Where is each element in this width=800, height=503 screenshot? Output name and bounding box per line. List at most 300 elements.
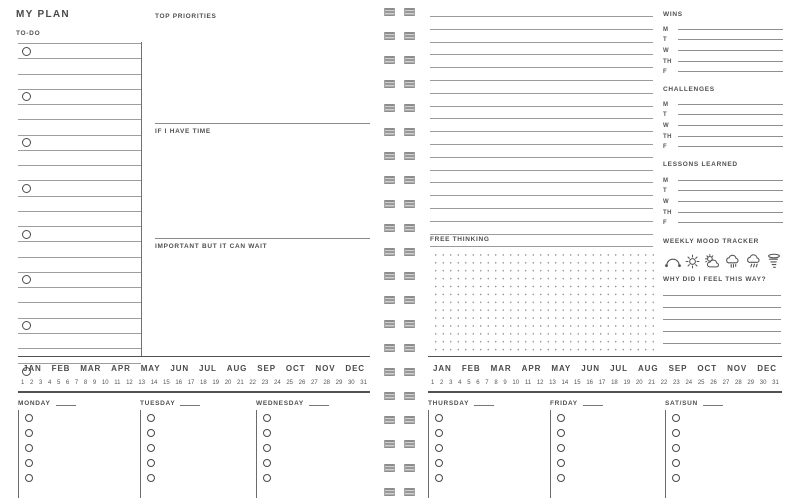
month-label: JUN bbox=[581, 363, 600, 373]
date-label: 13 bbox=[549, 379, 556, 386]
note-line bbox=[430, 42, 653, 55]
note-line bbox=[430, 118, 653, 131]
day-checkbox-circle bbox=[25, 429, 33, 437]
binding-hole bbox=[384, 368, 395, 376]
day-column-body bbox=[140, 410, 252, 498]
date-label: 15 bbox=[163, 379, 170, 386]
date-label: 25 bbox=[697, 379, 705, 386]
day-name-label: SAT/SUN bbox=[665, 400, 698, 407]
date-label: 24 bbox=[274, 379, 281, 386]
date-label: 8 bbox=[494, 379, 498, 386]
weekday-row bbox=[663, 117, 783, 128]
day-checkbox-circle bbox=[435, 429, 443, 437]
day-name-label: THURSDAY bbox=[428, 400, 470, 407]
day-checkbox-circle bbox=[672, 474, 680, 482]
binding-hole bbox=[404, 320, 415, 328]
wins-label: WINS bbox=[663, 11, 683, 18]
month-label: JAN bbox=[433, 363, 452, 373]
todo-checkbox-circle bbox=[22, 275, 31, 284]
left-page bbox=[0, 0, 375, 503]
why-line bbox=[663, 296, 781, 308]
binding-hole bbox=[404, 488, 415, 496]
date-blank-line bbox=[56, 405, 76, 406]
note-line bbox=[430, 29, 653, 42]
binding-hole bbox=[384, 176, 395, 184]
day-column-friday bbox=[550, 397, 662, 498]
free-thinking-label: FREE THINKING bbox=[430, 236, 490, 243]
weekday-row bbox=[663, 32, 783, 43]
date-label: 17 bbox=[598, 379, 606, 386]
weekday-row bbox=[663, 172, 783, 183]
binding-hole bbox=[404, 32, 415, 40]
date-label: 19 bbox=[623, 379, 631, 386]
date-label: 1 bbox=[21, 379, 25, 386]
date-label: 12 bbox=[536, 379, 544, 386]
date-label: 14 bbox=[150, 379, 158, 386]
weekday-line bbox=[678, 61, 783, 62]
weekday-label: F bbox=[663, 220, 668, 227]
weekday-row bbox=[663, 42, 783, 53]
month-label: MAY bbox=[140, 363, 161, 373]
day-checkbox-circle bbox=[557, 459, 565, 467]
wins-rows bbox=[663, 21, 783, 74]
weekday-label: M bbox=[663, 177, 669, 184]
binding-hole bbox=[384, 392, 395, 400]
day-checkbox-circle bbox=[25, 459, 33, 467]
weekday-row bbox=[663, 139, 783, 150]
weekday-line bbox=[678, 71, 783, 72]
note-line bbox=[430, 16, 653, 29]
month-label: JAN bbox=[23, 363, 42, 373]
weekday-row bbox=[663, 96, 783, 107]
binding-hole bbox=[404, 464, 415, 472]
todo-row bbox=[18, 287, 141, 302]
month-label: MAR bbox=[490, 363, 512, 373]
note-line bbox=[430, 131, 653, 144]
weekday-label: W bbox=[663, 48, 670, 55]
binding-hole bbox=[404, 392, 415, 400]
weekday-row bbox=[663, 64, 783, 75]
day-checkbox-circle bbox=[435, 474, 443, 482]
binding-hole bbox=[404, 128, 415, 136]
binding-hole bbox=[384, 8, 395, 16]
mood-icons-row bbox=[663, 251, 783, 271]
date-label: 31 bbox=[360, 379, 367, 386]
weekday-row bbox=[663, 193, 783, 204]
why-line bbox=[663, 284, 781, 296]
why-line bbox=[663, 332, 781, 344]
binding-hole bbox=[404, 224, 415, 232]
challenges-rows bbox=[663, 96, 783, 149]
binding-hole bbox=[384, 104, 395, 112]
weekday-line bbox=[678, 212, 783, 213]
day-checkbox-circle bbox=[147, 474, 155, 482]
todo-checkbox-circle bbox=[22, 47, 31, 56]
note-line bbox=[430, 93, 653, 106]
date-label: 18 bbox=[611, 379, 618, 386]
binding-hole bbox=[404, 440, 415, 448]
date-label: 2 bbox=[29, 379, 34, 386]
date-label: 7 bbox=[485, 379, 489, 386]
month-label: DEC bbox=[345, 363, 365, 373]
weekday-line bbox=[678, 39, 783, 40]
weekday-label: TH bbox=[663, 58, 672, 65]
todo-checkbox-circle bbox=[22, 138, 31, 147]
note-line bbox=[430, 157, 653, 170]
page-title: MY PLAN bbox=[16, 9, 70, 20]
binding-hole bbox=[404, 56, 415, 64]
weekday-label: TH bbox=[663, 209, 672, 216]
weekday-line bbox=[678, 50, 783, 51]
month-label: FEB bbox=[461, 363, 481, 373]
binding-hole bbox=[384, 56, 395, 64]
binding-hole bbox=[404, 200, 415, 208]
date-label: 18 bbox=[200, 379, 207, 386]
weekday-line bbox=[678, 114, 783, 115]
todo-row bbox=[18, 119, 141, 134]
todo-section-label: TO-DO bbox=[16, 30, 41, 37]
todo-row bbox=[18, 302, 141, 317]
date-label: 29 bbox=[747, 379, 755, 386]
todo-row bbox=[18, 318, 141, 333]
sun-cloud-icon bbox=[704, 253, 722, 270]
important-but-wait-label: IMPORTANT BUT IT CAN WAIT bbox=[155, 243, 268, 250]
day-checkbox-circle bbox=[263, 414, 271, 422]
day-checkbox-circle bbox=[263, 429, 271, 437]
weekday-row bbox=[663, 21, 783, 32]
note-line bbox=[430, 221, 653, 234]
day-column-monday bbox=[18, 397, 130, 498]
weekday-line bbox=[678, 104, 783, 105]
todo-row bbox=[18, 241, 141, 256]
note-line bbox=[430, 195, 653, 208]
todo-vertical-divider bbox=[141, 42, 142, 356]
day-checkbox-circle bbox=[25, 444, 33, 452]
date-label: 10 bbox=[512, 379, 520, 386]
tornado-icon bbox=[765, 252, 783, 270]
day-column-body bbox=[550, 410, 662, 498]
weekly-mood-tracker-label: WEEKLY MOOD TRACKER bbox=[663, 238, 760, 245]
day-column-body bbox=[256, 410, 370, 498]
note-line bbox=[430, 208, 653, 221]
date-label: 21 bbox=[237, 379, 244, 386]
month-label: OCT bbox=[697, 363, 718, 373]
date-blank-line bbox=[309, 405, 329, 406]
months-row bbox=[428, 361, 782, 375]
weekday-line bbox=[678, 190, 783, 191]
month-label: NOV bbox=[727, 363, 748, 373]
binding-hole bbox=[404, 176, 415, 184]
day-checkbox-circle bbox=[263, 459, 271, 467]
day-checkbox-circle bbox=[263, 474, 271, 482]
weekday-label: TH bbox=[663, 133, 672, 140]
todo-checkbox-circle bbox=[22, 184, 31, 193]
date-label: 16 bbox=[175, 379, 183, 386]
binding-hole bbox=[384, 344, 395, 352]
date-label: 29 bbox=[335, 379, 343, 386]
spiral-binding bbox=[375, 0, 425, 503]
weekday-row bbox=[663, 215, 783, 226]
month-label: APR bbox=[521, 363, 542, 373]
day-checkbox-circle bbox=[557, 474, 565, 482]
lessons-learned-label: LESSONS LEARNED bbox=[663, 161, 738, 168]
date-label: 17 bbox=[187, 379, 195, 386]
day-name-label: MONDAY bbox=[18, 400, 51, 407]
date-blank-line bbox=[583, 405, 603, 406]
binding-hole bbox=[384, 296, 395, 304]
todo-row bbox=[18, 135, 141, 150]
todo-row bbox=[18, 180, 141, 195]
date-label: 28 bbox=[323, 379, 330, 386]
binding-hole bbox=[384, 248, 395, 256]
todo-row bbox=[18, 74, 141, 89]
date-label: 3 bbox=[449, 379, 453, 386]
date-label: 26 bbox=[710, 379, 717, 386]
note-lines bbox=[430, 16, 653, 259]
weekday-row bbox=[663, 53, 783, 64]
binding-hole bbox=[404, 152, 415, 160]
binding-hole bbox=[404, 80, 415, 88]
day-checkbox-circle bbox=[263, 444, 271, 452]
date-label: 14 bbox=[561, 379, 569, 386]
weekly-review-column bbox=[663, 0, 783, 356]
date-label: 1 bbox=[431, 379, 435, 386]
date-label: 9 bbox=[92, 379, 97, 386]
day-name-label: WEDNESDAY bbox=[256, 400, 304, 407]
todo-row bbox=[18, 104, 141, 119]
todo-row bbox=[18, 165, 141, 180]
month-label: AUG bbox=[638, 363, 659, 373]
day-column-body bbox=[428, 410, 540, 498]
date-label: 31 bbox=[772, 379, 779, 386]
date-label: 4 bbox=[47, 379, 52, 386]
day-checkbox-circle bbox=[435, 459, 443, 467]
day-column-header bbox=[18, 397, 130, 407]
date-label: 30 bbox=[759, 379, 767, 386]
weekday-row bbox=[663, 128, 783, 139]
day-checkbox-circle bbox=[557, 444, 565, 452]
date-label: 6 bbox=[476, 379, 480, 386]
binding-hole bbox=[384, 488, 395, 496]
day-checkbox-circle bbox=[147, 414, 155, 422]
section-divider-line bbox=[155, 238, 370, 239]
day-checkbox-circle bbox=[25, 474, 33, 482]
todo-list bbox=[18, 43, 141, 379]
date-blank-line bbox=[474, 405, 494, 406]
date-label: 11 bbox=[114, 379, 121, 386]
day-checkbox-circle bbox=[147, 459, 155, 467]
date-label: 27 bbox=[310, 379, 318, 386]
month-label: DEC bbox=[757, 363, 777, 373]
date-label: 20 bbox=[224, 379, 232, 386]
weekday-label: T bbox=[663, 188, 668, 195]
day-name-label: FRIDAY bbox=[550, 400, 578, 407]
day-column-wednesday bbox=[256, 397, 370, 498]
binding-hole bbox=[384, 440, 395, 448]
binding-hole bbox=[404, 416, 415, 424]
weekday-label: T bbox=[663, 37, 668, 44]
day-checkbox-circle bbox=[147, 429, 155, 437]
binding-hole bbox=[384, 224, 395, 232]
date-label: 2 bbox=[440, 379, 444, 386]
month-label: SEP bbox=[257, 363, 276, 373]
date-label: 7 bbox=[74, 379, 79, 386]
weekday-row bbox=[663, 107, 783, 118]
weekday-label: F bbox=[663, 144, 668, 151]
weekday-label: M bbox=[663, 26, 669, 33]
day-checkbox-circle bbox=[672, 429, 680, 437]
date-label: 10 bbox=[101, 379, 109, 386]
todo-row bbox=[18, 211, 141, 226]
weekday-line bbox=[678, 146, 783, 147]
day-column-tuesday bbox=[140, 397, 252, 498]
month-label: FEB bbox=[51, 363, 71, 373]
date-label: 4 bbox=[458, 379, 462, 386]
todo-checkbox-circle bbox=[22, 321, 31, 330]
binding-hole bbox=[384, 152, 395, 160]
todo-row bbox=[18, 150, 141, 165]
section-divider-line bbox=[155, 123, 370, 124]
date-label: 13 bbox=[138, 379, 146, 386]
date-label: 21 bbox=[648, 379, 655, 386]
month-label: SEP bbox=[668, 363, 688, 373]
day-column-body bbox=[18, 410, 130, 498]
binding-hole bbox=[384, 464, 395, 472]
date-label: 24 bbox=[685, 379, 693, 386]
binding-hole bbox=[404, 8, 415, 16]
date-label: 3 bbox=[38, 379, 43, 386]
date-label: 12 bbox=[126, 379, 133, 386]
date-label: 9 bbox=[503, 379, 507, 386]
todo-row bbox=[18, 333, 141, 348]
free-thinking-dot-grid bbox=[430, 248, 657, 352]
day-checkbox-circle bbox=[672, 414, 680, 422]
todo-row bbox=[18, 257, 141, 272]
weekday-line bbox=[678, 136, 783, 137]
day-column-thursday bbox=[428, 397, 540, 498]
top-priorities-label: TOP PRIORITIES bbox=[155, 13, 217, 20]
note-line bbox=[430, 170, 653, 183]
month-label: APR bbox=[111, 363, 131, 373]
date-label: 27 bbox=[722, 379, 730, 386]
date-label: 6 bbox=[65, 379, 70, 386]
weekday-line bbox=[678, 29, 783, 30]
date-label: 25 bbox=[286, 379, 294, 386]
todo-row bbox=[18, 226, 141, 241]
day-column-header bbox=[140, 397, 252, 407]
dates-row bbox=[428, 377, 782, 388]
date-label: 16 bbox=[586, 379, 593, 386]
day-name-label: TUESDAY bbox=[140, 400, 176, 407]
date-label: 20 bbox=[635, 379, 643, 386]
note-line bbox=[430, 144, 653, 157]
binding-hole bbox=[404, 248, 415, 256]
day-column-body bbox=[665, 410, 779, 498]
month-label: JUL bbox=[610, 363, 628, 373]
todo-checkbox-circle bbox=[22, 92, 31, 101]
todo-checkbox-circle bbox=[22, 230, 31, 239]
weekday-label: T bbox=[663, 112, 668, 119]
months-row bbox=[18, 361, 370, 375]
month-label: OCT bbox=[285, 363, 306, 373]
dates-row bbox=[18, 377, 370, 388]
day-column-header bbox=[665, 397, 779, 407]
weekday-label: M bbox=[663, 101, 669, 108]
binding-hole bbox=[384, 416, 395, 424]
why-did-i-feel-label: WHY DID I FEEL THIS WAY? bbox=[663, 276, 767, 283]
todo-row bbox=[18, 272, 141, 287]
date-label: 22 bbox=[249, 379, 257, 386]
date-label: 23 bbox=[673, 379, 680, 386]
note-line bbox=[430, 80, 653, 93]
binding-hole bbox=[404, 272, 415, 280]
month-label: AUG bbox=[226, 363, 248, 373]
date-label: 30 bbox=[347, 379, 355, 386]
day-column-header bbox=[428, 397, 540, 407]
if-i-have-time-label: IF I HAVE TIME bbox=[155, 128, 211, 135]
weekday-row bbox=[663, 204, 783, 215]
sun-icon bbox=[684, 253, 701, 270]
weekday-line bbox=[678, 125, 783, 126]
binding-hole bbox=[384, 32, 395, 40]
weekday-line bbox=[678, 180, 783, 181]
todo-row bbox=[18, 196, 141, 211]
right-page bbox=[425, 0, 800, 503]
day-checkbox-circle bbox=[557, 414, 565, 422]
rain-cloud-icon bbox=[724, 252, 742, 270]
date-label: 8 bbox=[83, 379, 88, 386]
binding-hole bbox=[384, 320, 395, 328]
todo-row bbox=[18, 89, 141, 104]
day-checkbox-circle bbox=[672, 444, 680, 452]
day-checkbox-circle bbox=[435, 444, 443, 452]
note-line bbox=[430, 106, 653, 119]
day-column-header bbox=[256, 397, 370, 407]
date-blank-line bbox=[703, 405, 723, 406]
binding-hole-column bbox=[384, 0, 395, 503]
month-label: JUL bbox=[199, 363, 217, 373]
day-checkbox-circle bbox=[557, 429, 565, 437]
weekday-line bbox=[678, 222, 783, 223]
date-label: 22 bbox=[660, 379, 668, 386]
date-label: 5 bbox=[467, 379, 471, 386]
why-lines bbox=[663, 284, 781, 344]
todo-row bbox=[18, 43, 141, 58]
note-line bbox=[430, 67, 653, 80]
date-blank-line bbox=[180, 405, 200, 406]
date-label: 28 bbox=[735, 379, 742, 386]
calendar-separator-bottom bbox=[18, 391, 370, 393]
date-label: 15 bbox=[573, 379, 581, 386]
calendar-separator-top bbox=[428, 356, 782, 358]
weekday-row bbox=[663, 183, 783, 194]
lessons-learned-rows bbox=[663, 172, 783, 225]
binding-hole bbox=[404, 104, 415, 112]
binding-hole bbox=[384, 128, 395, 136]
day-column-header bbox=[550, 397, 662, 407]
binding-hole bbox=[384, 80, 395, 88]
weekday-label: W bbox=[663, 123, 670, 130]
date-label: 26 bbox=[298, 379, 306, 386]
weekday-label: W bbox=[663, 199, 670, 206]
challenges-label: CHALLENGES bbox=[663, 86, 715, 93]
binding-hole bbox=[404, 368, 415, 376]
rainbow-icon bbox=[663, 253, 682, 270]
month-label: JUN bbox=[170, 363, 190, 373]
binding-hole bbox=[384, 200, 395, 208]
date-label: 23 bbox=[261, 379, 269, 386]
date-label: 19 bbox=[212, 379, 220, 386]
